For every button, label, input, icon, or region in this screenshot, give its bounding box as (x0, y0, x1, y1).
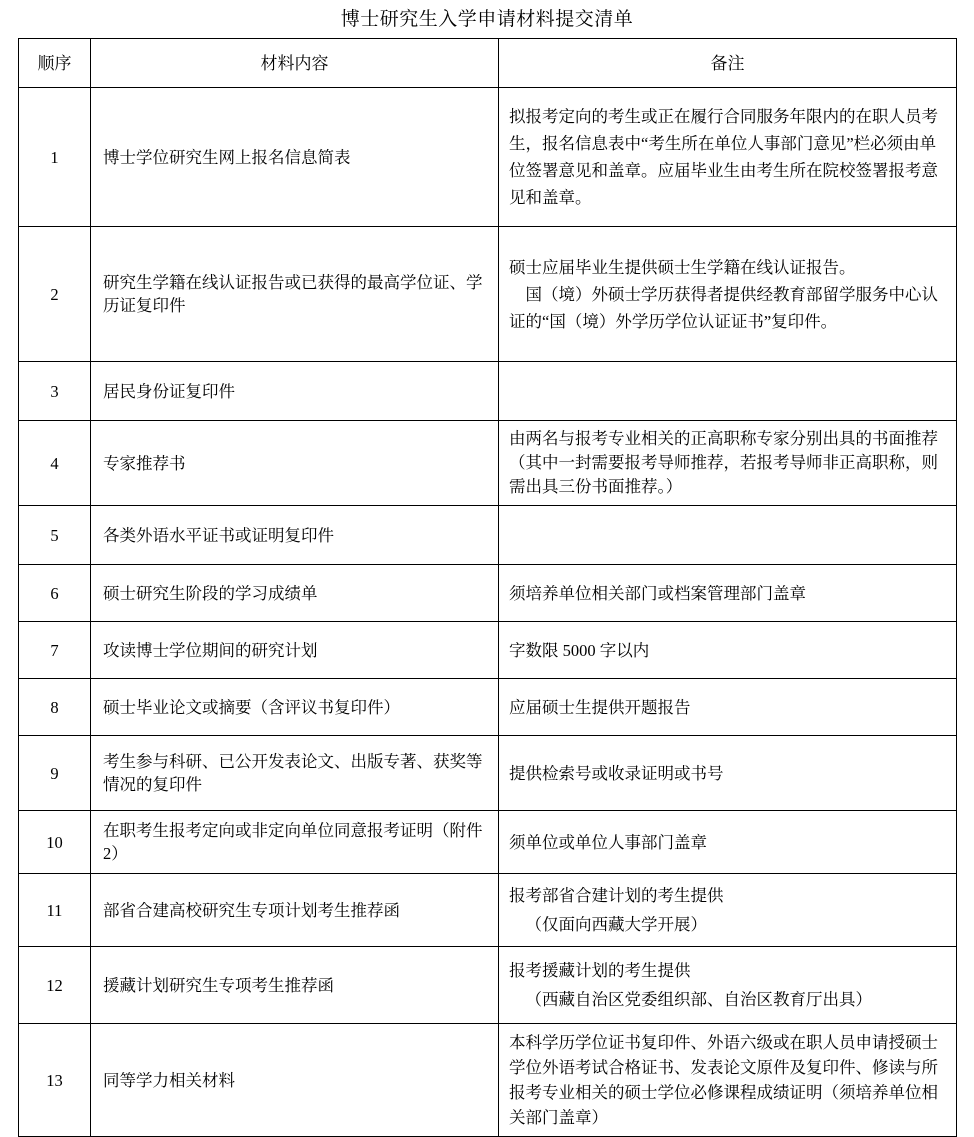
row-sequence-number: 12 (19, 947, 91, 1024)
row-sequence-number: 6 (19, 565, 91, 622)
row-material-content: 攻读博士学位期间的研究计划 (91, 622, 499, 679)
row-sequence-number: 11 (19, 874, 91, 947)
table-row (19, 874, 957, 947)
row-material-content: 博士学位研究生网上报名信息简表 (91, 88, 499, 227)
row-remark (499, 947, 957, 1024)
remark-line: 字数限 5000 字以内 (509, 640, 650, 660)
row-remark (499, 811, 957, 874)
row-material-content: 部省合建高校研究生专项计划考生推荐函 (91, 874, 499, 947)
row-remark (499, 565, 957, 622)
row-material-content: 同等学力相关材料 (91, 1024, 499, 1137)
row-sequence-number: 3 (19, 362, 91, 421)
row-material-content: 专家推荐书 (91, 421, 499, 506)
table-row (19, 947, 957, 1024)
table-row (19, 421, 957, 506)
column-header-item: 材料内容 (91, 39, 499, 88)
table-row (19, 227, 957, 362)
table-header-row (19, 39, 957, 88)
table-header (19, 39, 957, 88)
row-material-content: 考生参与科研、已公开发表论文、出版专著、获奖等情况的复印件 (91, 736, 499, 811)
materials-table (18, 38, 957, 1137)
table-row (19, 736, 957, 811)
table-body (19, 88, 957, 1137)
remark-line: 报考援藏计划的考生提供 (509, 961, 691, 980)
remark-line: 由两名与报考专业相关的正高职称专家分别出具的书面推荐（其中一封需要报考导师推荐，若报考导师非正高职称，则需出具三份书面推荐。） (509, 429, 938, 496)
table-row (19, 679, 957, 736)
remark-line: （西藏自治区党委组织部、自治区教育厅出具） (525, 990, 872, 1009)
row-remark (499, 1024, 957, 1137)
table-row (19, 811, 957, 874)
column-header-note: 备注 (499, 39, 957, 88)
remark-line: 硕士应届毕业生提供硕士生学籍在线认证报告。 (509, 257, 856, 277)
row-remark (499, 362, 957, 421)
table-row (19, 622, 957, 679)
row-remark (499, 874, 957, 947)
row-sequence-number: 1 (19, 88, 91, 227)
remark-line: 提供检索号或收录证明或书号 (509, 763, 724, 783)
row-material-content: 研究生学籍在线认证报告或已获得的最高学位证、学历证复印件 (91, 227, 499, 362)
row-sequence-number: 10 (19, 811, 91, 874)
remark-line: 本科学历学位证书复印件、外语六级或在职人员申请授硕士学位外语考试合格证书、发表论文原件及复印件、修读与所报考专业相关的硕士学位必修课程成绩证明（须培养单位相关部门盖章） (509, 1033, 938, 1127)
row-remark (499, 679, 957, 736)
row-remark (499, 88, 957, 227)
remark-line: 须单位或单位人事部门盖章 (509, 832, 707, 852)
table-row (19, 362, 957, 421)
row-sequence-number: 8 (19, 679, 91, 736)
row-material-content: 居民身份证复印件 (91, 362, 499, 421)
remark-line: 须培养单位相关部门或档案管理部门盖章 (509, 583, 806, 603)
row-remark (499, 736, 957, 811)
remark-line: 国（境）外硕士学历获得者提供经教育部留学服务中心认证的“国（境）外学历学位认证证书”复印件。 (509, 284, 938, 331)
row-material-content: 各类外语水平证书或证明复印件 (91, 506, 499, 565)
table-row (19, 88, 957, 227)
row-sequence-number: 7 (19, 622, 91, 679)
remark-line: 应届硕士生提供开题报告 (509, 697, 691, 717)
remark-line: 拟报考定向的考生或正在履行合同服务年限内的在职人员考生，报名信息表中“考生所在单位人事部门意见”栏必须由单位签署意见和盖章。应届毕业生由考生所在院校签署报考意见和盖章。 (509, 107, 938, 207)
column-header-seq: 顺序 (19, 39, 91, 88)
row-sequence-number: 2 (19, 227, 91, 362)
row-remark (499, 506, 957, 565)
row-material-content: 援藏计划研究生专项考生推荐函 (91, 947, 499, 1024)
row-sequence-number: 4 (19, 421, 91, 506)
page-title: 博士研究生入学申请材料提交清单 (340, 9, 634, 30)
table-row (19, 1024, 957, 1137)
row-remark (499, 421, 957, 506)
remark-line: 报考部省合建计划的考生提供 (509, 886, 724, 905)
table-row (19, 506, 957, 565)
row-remark (499, 227, 957, 362)
row-sequence-number: 9 (19, 736, 91, 811)
row-material-content: 硕士毕业论文或摘要（含评议书复印件） (91, 679, 499, 736)
row-material-content: 硕士研究生阶段的学习成绩单 (91, 565, 499, 622)
remark-line: （仅面向西藏大学开展） (525, 915, 707, 934)
row-sequence-number: 13 (19, 1024, 91, 1137)
table-row (19, 565, 957, 622)
row-sequence-number: 5 (19, 506, 91, 565)
row-remark (499, 622, 957, 679)
row-material-content: 在职考生报考定向或非定向单位同意报考证明（附件 2） (91, 811, 499, 874)
